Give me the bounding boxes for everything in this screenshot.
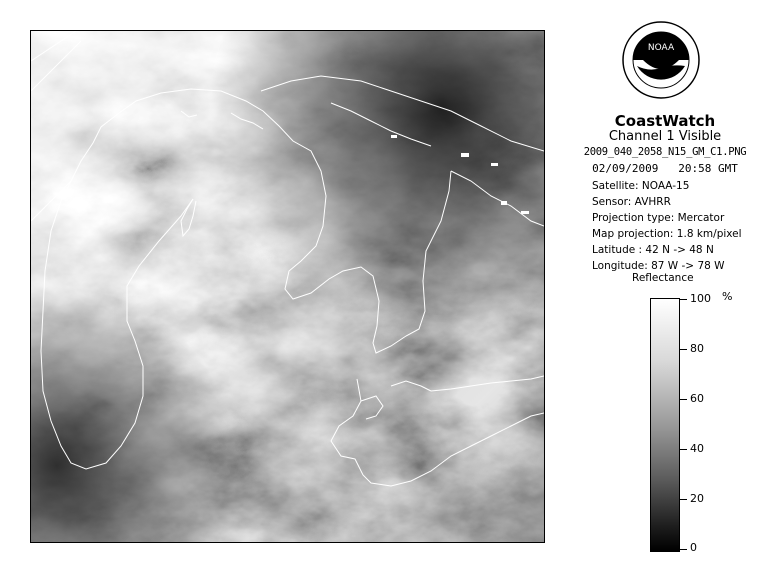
logo-text: NOAA: [647, 43, 675, 53]
satellite-info: Satellite: NOAA-15: [592, 180, 690, 192]
colorbar-tick: [679, 299, 687, 300]
colorbar-label-40: 40: [690, 442, 704, 455]
datetime-label: 02/09/2009 20:58 GMT: [592, 162, 738, 175]
projection-type-info: Projection type: Mercator: [592, 212, 725, 224]
satellite-map: [31, 31, 544, 542]
satellite-image: [30, 30, 545, 543]
colorbar: [650, 298, 680, 552]
colorbar-tick: [679, 499, 687, 500]
colorbar-label-20: 20: [690, 492, 704, 505]
colorbar-tick: [679, 399, 687, 400]
colorbar-label-0: 0: [690, 541, 697, 554]
colorbar-label-80: 80: [690, 342, 704, 355]
legend-unit: %: [722, 290, 733, 303]
channel-label: Channel 1 Visible: [608, 129, 722, 144]
legend-title: Reflectance: [632, 272, 694, 284]
colorbar-tick: [679, 549, 687, 550]
colorbar-label-100: 100: [690, 292, 711, 305]
colorbar-tick: [679, 449, 687, 450]
sensor-info: Sensor: AVHRR: [592, 196, 671, 208]
colorbar-tick: [679, 349, 687, 350]
latitude-info: Latitude : 42 N -> 48 N: [592, 244, 714, 256]
map-projection-info: Map projection: 1.8 km/pixel: [592, 228, 742, 240]
app-title: CoastWatch: [614, 112, 716, 130]
colorbar-label-60: 60: [690, 392, 704, 405]
noaa-logo-icon: [621, 20, 701, 100]
longitude-info: Longitude: 87 W -> 78 W: [592, 260, 725, 272]
filename-label: 2009_040_2058_N15_GM_C1.PNG: [583, 146, 747, 158]
